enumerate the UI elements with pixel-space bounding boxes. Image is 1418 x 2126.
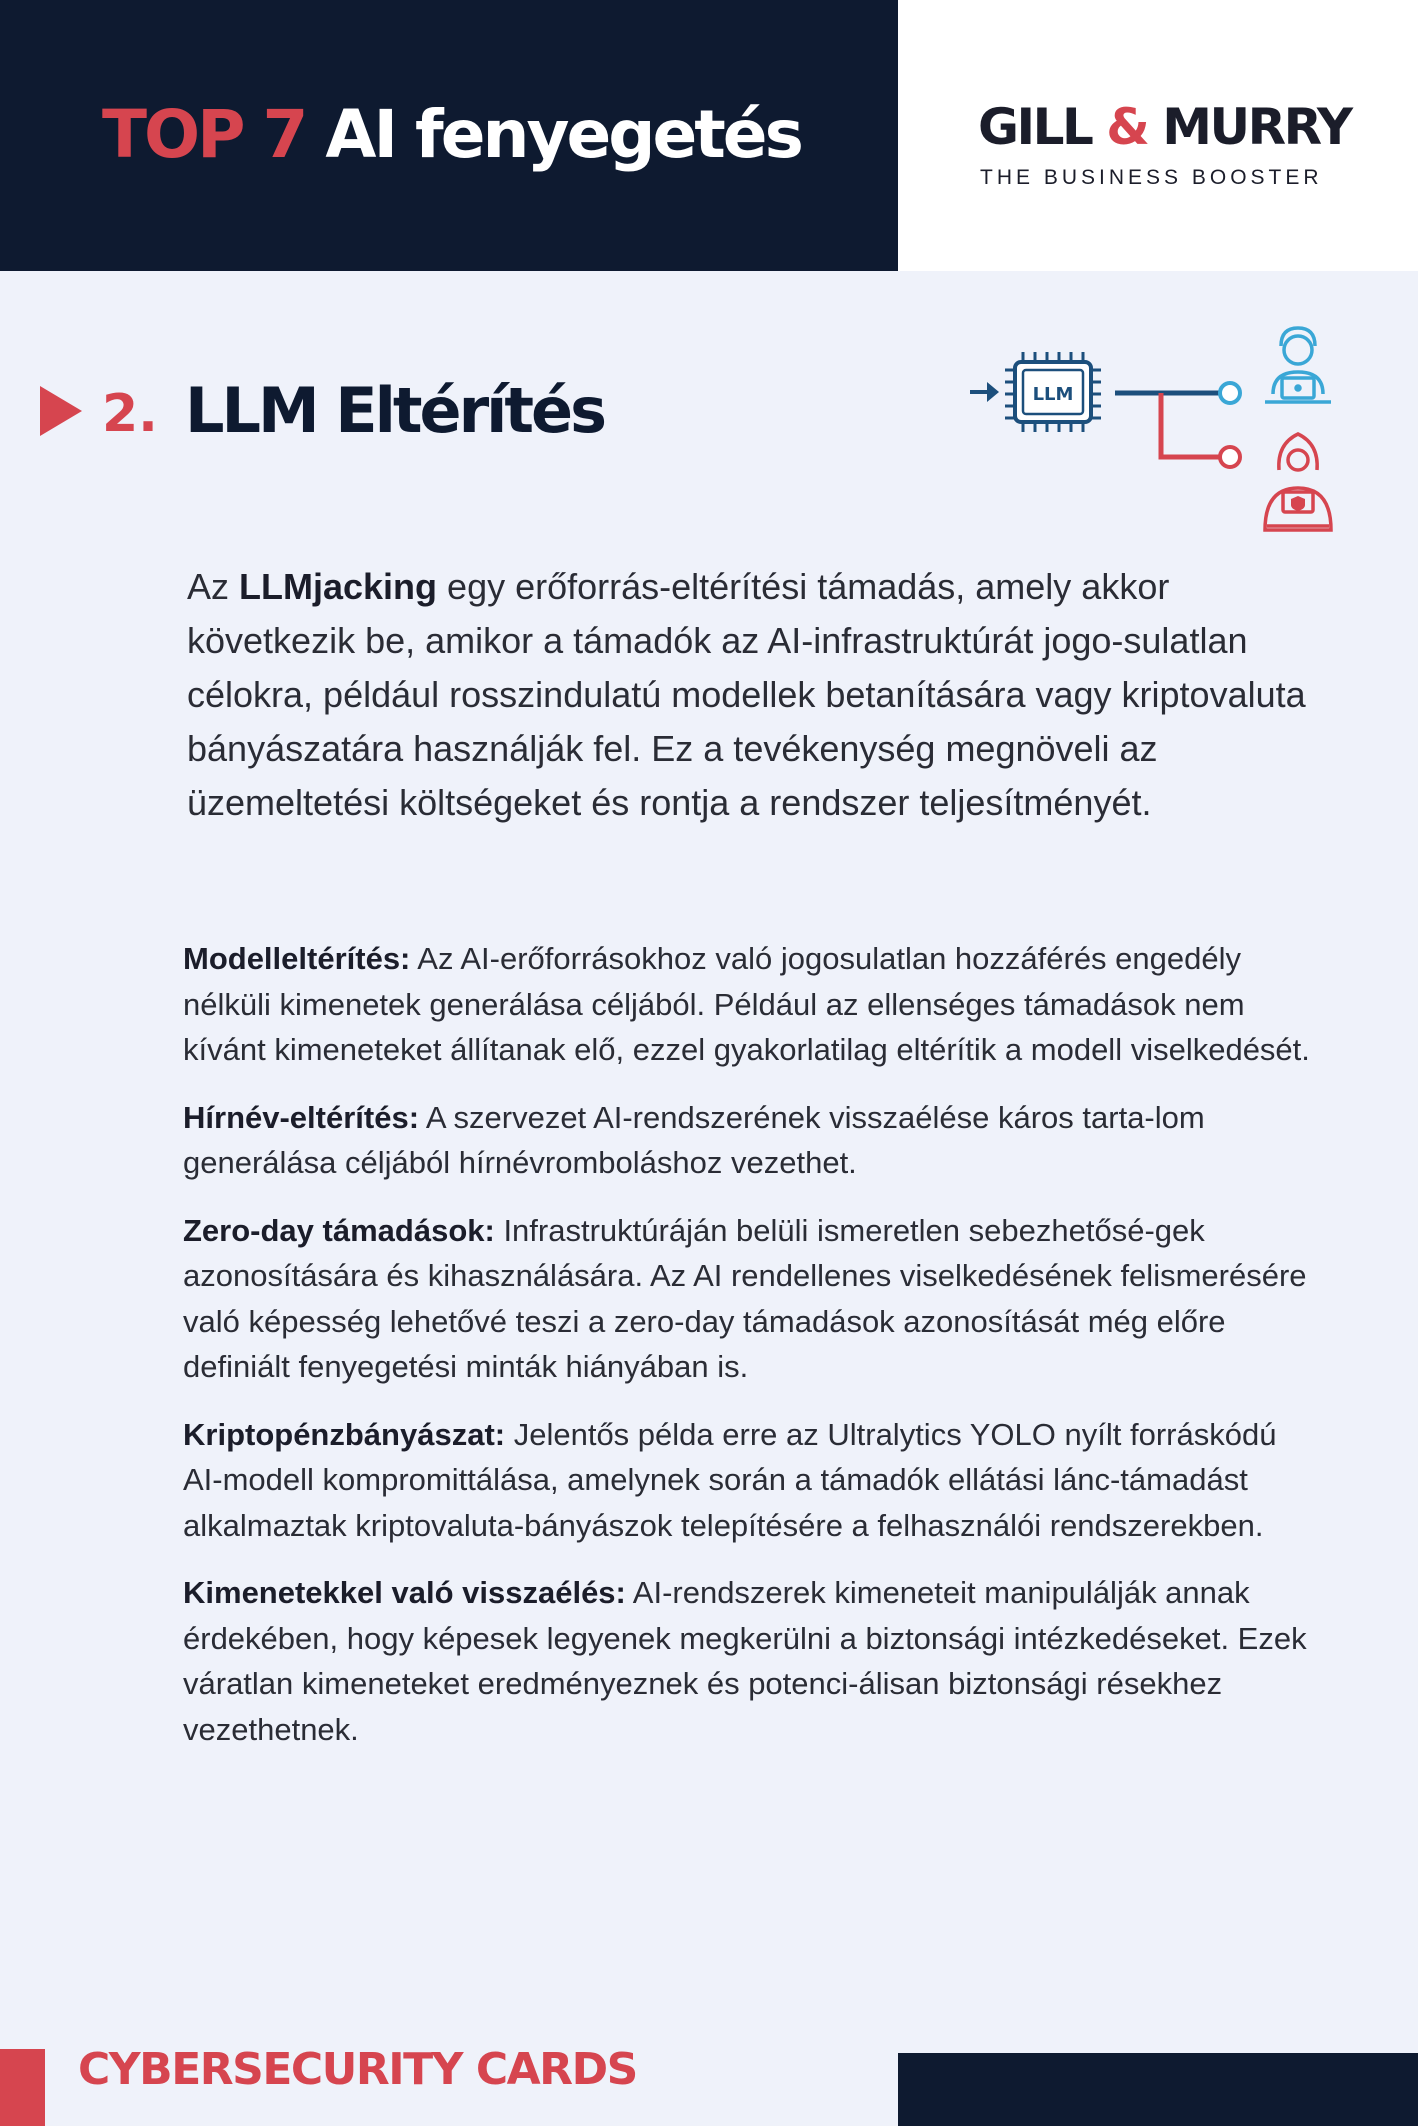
footer-dark-bar [898,2053,1418,2126]
chip-label: LLM [1032,384,1074,405]
intro-lead: Az [187,566,240,607]
llm-hijack-diagram [965,320,1345,540]
page-title [102,96,801,173]
footer-accent-bar [0,2049,45,2126]
arrow-right-icon [970,382,999,402]
item-term: Modelleltérítés: [183,941,411,976]
logo-tagline: THE BUSINESS BOOSTER [980,166,1323,189]
list-item [183,1570,1318,1752]
intro-term: LLMjacking [239,566,438,607]
item-text: A szervezet AI-rendszerének visszaélése káros tarta-lom generálása céljából hírnévromboláshoz vezethet. [183,1099,1205,1180]
footer-label: CYBERSECURITY CARDS [78,2044,637,2095]
llm-chip-icon [1005,352,1101,432]
user-laptop-icon [1265,328,1331,402]
item-text: Az AI-erőforrásokhoz való jogosulatlan hozzáférés engedély nélküli kimenetek generálása céljából. Például az ellenséges támadások nem kívánt kimeneteket állítanak elő, ezzel gyakorlatilag eltérítik a modell viselkedését. [183,941,1310,1067]
item-text: AI-rendszerek kimeneteit manipulálják annak érdekében, hogy képesek legyenek megkerülni a biztonsági intézkedéseket. Ezek váratlan kimeneteket eredményeznek és potenci-álisan biztonsági résekhez vezethetnek. [183,1575,1307,1747]
item-term: Hírnév-eltérítés: [183,1099,420,1135]
list-item [183,936,1318,1073]
item-term: Kriptopénzbányászat: [183,1416,506,1452]
item-text: Infrastruktúráján belüli ismeretlen sebezhetősé-gek azonosítására és kihasználására. Az AI rendellenes viselkedésének felismerésére való képesség lehetővé teszi a zero-day támadások azonosítását még előre definiált fenyegetési minták hiányában is. [183,1212,1307,1384]
title-accent: TOP 7 [102,96,306,173]
logo-name-1: GILL [978,98,1107,156]
section-title: LLM Eltérítés [185,374,605,447]
item-text: Jelentős példa erre az Ultralytics YOLO nyílt forráskódú AI-modell kompromittálása, amelynek során a támadók ellátási lánc-támadást alkalmaztak kriptovaluta-bányászok telepítésére a felhasználói rendszerekben. [183,1416,1277,1543]
intro-body: egy erőforrás-eltérítési támadás, amely akkor következik be, amikor a támadók az AI-infrastruktúrát jogo-sulatlan célokra, például rosszindulatú modellek betanítására vagy kriptovaluta bányászatára használják fel. Ez a tevékenység megnöveli az üzemeltetési költségeket és rontja a rendszer teljesítményét. [187,566,1306,823]
hacker-icon [1265,434,1331,530]
section-arrow-icon [40,386,82,436]
item-term: Kimenetekkel való visszaélés: [183,1575,626,1610]
logo-name-2: MURRY [1147,98,1351,156]
list-item [183,1095,1318,1186]
intro-paragraph [187,560,1317,830]
list-item [183,1412,1318,1549]
threat-list [183,936,1318,1774]
connection-lines [1115,383,1240,467]
item-term: Zero-day támadások: [183,1212,495,1248]
section-number: 2. [102,384,158,444]
brand-logo [978,98,1351,156]
title-rest: AI fenyegetés [305,96,801,173]
logo-ampersand: & [1106,98,1148,156]
list-item [183,1208,1318,1390]
